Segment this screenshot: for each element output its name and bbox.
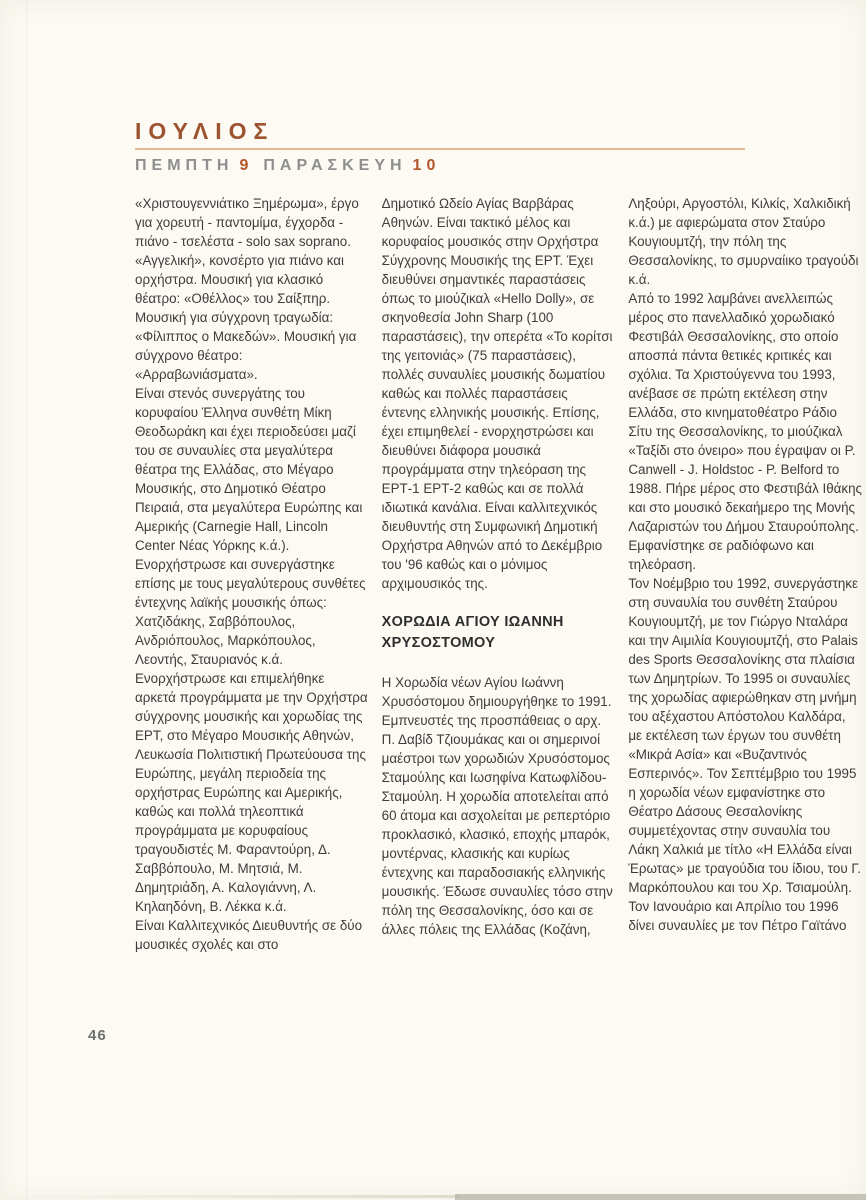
paragraph: Από το 1992 λαμβάνει ανελλειπώς μέρος στο πανελλαδικό χορωδιακό Φεστιβάλ Θεσσαλονίκης, στο οποίο αποσπά πάντα θετικές κριτικές και σχόλια. Τα Χριστούγεννα του 1993, ανέβασε σε πρώτη εκτέλεση στην Ελλάδα, στο κινηματοθέατρο Ράδιο Σίτυ της Θεσσαλονίκης, το μιούζικαλ «Ταξίδι στο όνειρο» που έγραψαν οι P. Canwell - J. Holdstoc - P. Belford το 1988. Πήρε μέρος στο Φεστιβάλ Ιθάκης και στο μουσικό δεκαήμερο της Μονής Λαζαριστών του Δήμου Σταυρούπολης. Εμφανίστηκε σε ραδιόφωνο και τηλεόραση. (628, 291, 862, 572)
day1-number: 9 (239, 157, 254, 174)
month-title: ΙΟΥΛΙΟΣ (135, 118, 275, 144)
paragraph: Είναι Καλλιτεχνικός Διευθυντής σε δύο μουσικές σχολές και στο (135, 918, 363, 952)
scan-edge-bottom-fade (0, 1195, 460, 1198)
paragraph: Ενορχήστρωσε και συνεργάστηκε επίσης με τους μεγαλύτερους συνθέτες έντεχνης λαϊκής μουσικής όπως: Χατζιδάκης, Σαββόπουλος, Ανδριόπουλος, Μαρκόπουλος, Λεοντής, Σταυριανός κ.ά. (135, 557, 366, 667)
text-column-2 (382, 194, 616, 954)
page-number: 46 (88, 1027, 107, 1044)
day2-label: ΠΑΡΑΣΚΕΥΗ (263, 157, 407, 174)
day2-number: 10 (412, 157, 441, 174)
paragraph: Είναι στενός συνεργάτης του κορυφαίου Έλληνα συνθέτη Μίκη Θεοδωράκη και έχει περιοδεύσει μαζί του σε συναυλίες στα μεγαλύτερα θέατρα της Ελλάδας, στο Μέγαρο Μουσικής, στο Δημοτικό Θέατρο Πειραιά, στα μεγαλύτερα Ευρώπης και Αμερικής (Carnegie Hall, Lincoln Center Νέας Υόρκης κ.ά.). (135, 386, 363, 553)
paragraph: Η Χορωδία νέων Αγίου Ιωάννη Χρυσόστομου δημιουργήθηκε το 1991. Εμπνευστές της προσπάθειας ο αρχ. Π. Δαβίδ Τζιουμάκας και οι σημερινοί μαέστροι των χορωδιών Χρυσόστομος Σταμούλης και Ιωσηφίνα Κατωφλίδου-Σταμούλη. Η χορωδία αποτελείται από 60 άτομα και ασχολείται με ρεπερτόριο προκλασικό, κλασικό, εποχής μπαρόκ, μοντέρνας, κλασικής και κυρίως έντεχνης και παραδοσιακής ελληνικής μουσικής. Έδωσε συναυλίες τόσο στην πόλη της Θεσσαλονίκης, όσο και σε άλλες πόλεις της Ελλάδας (Κοζάνη, (381, 675, 613, 937)
scan-edge-left (26, 0, 28, 1200)
paragraph: Τον Νοέμβριο του 1992, συνεργάστηκε στη συναυλία του συνθέτη Σταύρου Κουγιουμτζή, με τον Γιώργο Νταλάρα και την Αιμιλία Κουγιουμτζή, στο Palais des Sports Θεσσαλονίκης στα πλαίσια των Δημητρίων. Το 1995 οι συναυλίες της χορωδίας αφιερώθηκαν στη μνήμη του αξέχαστου Απόστολου Καλδάρα, με εκτέλεση των έργων του συνθέτη «Μικρά Ασία» και «Βυζαντινός Εσπερινός». Τον Σεπτέμβριο του 1995 η χορωδία νέων εμφανίστηκε στο Θέατρο Δάσους Θεσαλονίκης συμμετέχοντας στην συναυλία του Λάκη Χαλκιά με τίτλο «Η Ελλάδα είναι Έρωτας» με τραγούδια του ίδιου, του Γ. Μαρκόπουλου και του Χρ. Τσιαμούλη. (628, 576, 862, 895)
scan-edge-bottom (455, 1194, 866, 1200)
paragraph: Τον Ιανουάριο και Απρίλιο του 1996 δίνει συναυλίες με τον Πέτρο Γαϊτάνο (628, 899, 847, 933)
day1-label: ΠΕΜΠΤΗ (135, 157, 234, 174)
text-column-1 (135, 194, 369, 954)
text-columns (135, 194, 862, 954)
header-rule (135, 148, 745, 150)
page-header (135, 118, 747, 175)
section-heading: ΧΟΡΩΔΙΑ ΑΓΙΟΥ ΙΩΑΝΝΗ ΧΡΥΣΟΣΤΟΜΟΥ (381, 614, 564, 651)
paragraph: Ενορχήστρωσε και επιμελήθηκε αρκετά προγράμματα με την Ορχήστρα σύγχρονης μουσικής και χορωδίας της ΕΡΤ, στο Μέγαρο Μουσικής Αθηνών, Λευκωσία Πολιτιστική Πρωτεύουσα της Ευρώπης, μεγάλη περιοδεία της ορχήστρας Ευρώπης και Αμερικής, καθώς και πολλά τηλεοπτικά προγράμματα με κορυφαίους τραγουδιστές Μ. Φαραντούρη, Δ. Σαββόπουλο, Μ. Μητσιά, Μ. Δημητριάδη, Α. Καλογιάννη, Λ. Κηλαηδόνη, Β. Λέκκα κ.ά. (135, 671, 368, 914)
paragraph: Δημοτικό Ωδείο Αγίας Βαρβάρας Αθηνών. Είναι τακτικό μέλος και κορυφαίος μουσικός στην Ορχήστρα Σύγχρονης Μουσικής της ΕΡΤ. Έχει διευθύνει σημαντικές παραστάσεις όπως το μιούζικαλ «Hello Dolly», σε σκηνοθεσία John Sharp (100 παραστάσεις), την οπερέτα «Το κορίτσι της γειτονιάς» (75 παραστάσεις), πολλές συναυλίες μουσικής δωματίου καθώς και πολλές παραστάσεις έντενης ελληνικής μουσικής. Επίσης, έχει επιμηθελεί - ενορχηστρώσει και διευθύνει διάφορα μουσικά προγράμματα στην τηλεόραση της ΕΡΤ-1 ΕΡΤ-2 καθώς και σε πολλά ιδιωτικά κανάλια. Είναι καλλιτεχνικός διευθυντής στη Συμφωνική Δημοτική Ορχήστρα Αθηνών από το Δεκέμβριο του '96 καθώς και ο μόνιμος αρχιμουσικός της. (381, 196, 613, 591)
paragraph: «Χριστουγεννιάτικο Ξημέρωμα», έργο για χορευτή - παντομίμα, έγχορδα - πιάνο - τσελέστα - solo sax soprano. «Αγγελική», κονσέρτο για πιάνο και ορχήστρα. Μουσική για κλασικό θέατρο: «Οθέλλος» του Σαίξπηρ. Μουσική για σύγχρονη τραγωδία: «Φίλιππος ο Μακεδών». Μουσική για σύγχρονο θέατρο: «Αρραβωνιάσματα». (135, 196, 359, 382)
text-column-3 (628, 194, 862, 954)
paragraph: Ληξούρι, Αργοστόλι, Κιλκίς, Χαλκιδική κ.ά.) με αφιερώματα στον Σταύρο Κουγιουμτζή, την πόλη της Θεσσαλονίκης, το σμυρναίικο τραγούδι κ.ά. (628, 196, 859, 287)
day-row (135, 157, 747, 175)
